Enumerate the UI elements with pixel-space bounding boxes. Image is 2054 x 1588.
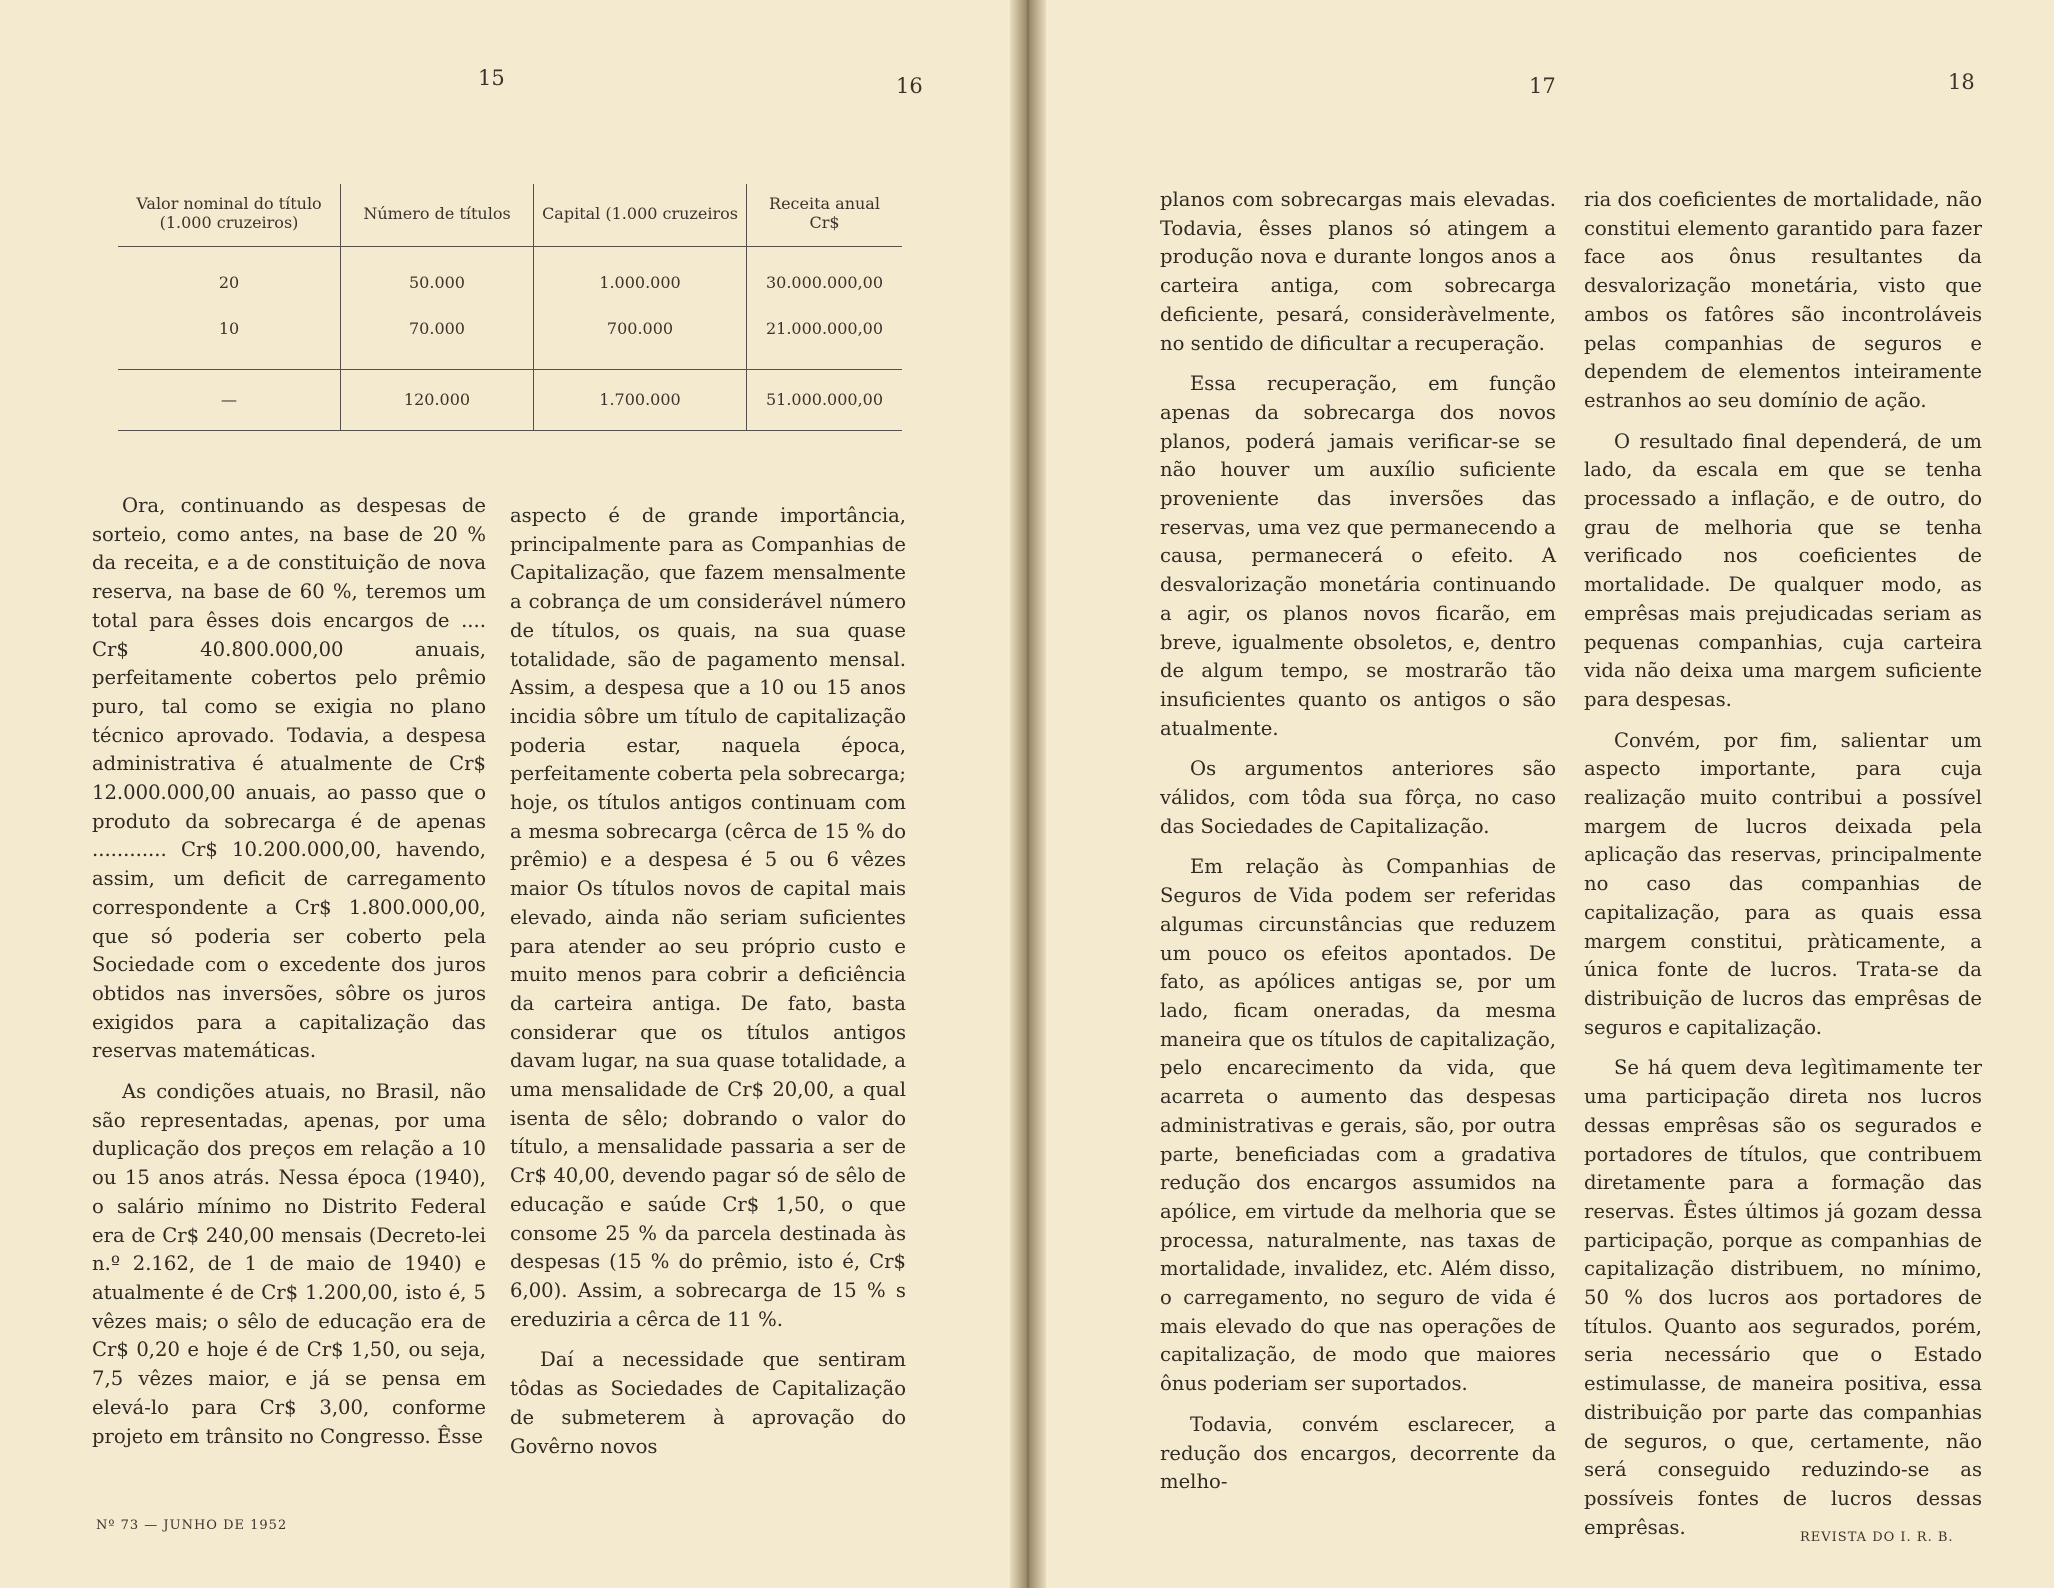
paragraph: planos com sobrecargas mais elevadas. Todavia, êsses planos só atingem a produção nova e durante longos anos a carteira antiga, com sobrecarga deficiente, pesará, consideràvelmente, no sentido de dificultar a recuperação.	[1160, 188, 1556, 355]
table-cell: 51.000.000,00	[747, 370, 903, 431]
table-row	[118, 247, 902, 304]
table-cell: 20	[218, 273, 240, 292]
paragraph: Se há quem deva legìtimamente ter uma participação direta nos lucros dessas emprêsas são os segurados e portadores de títulos, que contribuem diretamente para a formação das reservas. Êstes últimos já gozam dessa participação, porque as companhias de capitalização distribuem, no mínimo, 50 % dos lucros aos portadores de títulos. Quanto aos segurados, porém, seria necessário que o Estado estimulasse, de maneira positiva, essa distribuição por parte das companhias de seguros, o que, certamente, não será conseguido reduzindo-se as possíveis fontes de lucros dessas emprêsas.	[1584, 1056, 1982, 1539]
table-cell: 1.000.000	[534, 247, 747, 304]
page-number-15: 15	[478, 66, 505, 90]
text-column-page18	[1584, 186, 1982, 1554]
table-cell: —	[118, 370, 341, 431]
header-annual-revenue: Receita anual Cr$	[747, 184, 903, 247]
table-cell: 50.000	[341, 247, 534, 304]
paragraph: ria dos coeficientes de mortalidade, não constitui elemento garantido para fazer face aos ônus resultantes da desvalorização monetária, visto que ambos os fatôres são incontroláveis pelas companhias de seguros e dependem de elementos inteiramente estranhos ao seu domínio de ação.	[1584, 188, 1982, 412]
footer-journal: REVISTA DO I. R. B.	[1800, 1530, 1954, 1545]
book-gutter	[1010, 0, 1046, 1588]
paragraph: Convém, por fim, salientar um aspecto importante, para cuja realização muito contribui a possível margem de lucros deixada pela aplicação das reservas, principalmente no caso das companhias de capitalização, para as quais essa margem constitui, pràticamente, a única fonte de lucros. Trata-se da distribuição de lucros das emprêsas de seguros e capitalização.	[1584, 728, 1982, 1039]
footer-issue: Nº 73 — JUNHO DE 1952	[96, 1518, 288, 1533]
table-header-row	[118, 184, 902, 247]
page-number-16: 16	[896, 74, 923, 98]
table-cell: 1.700.000	[534, 370, 747, 431]
text-column-page17	[1160, 186, 1556, 1509]
paragraph: Em relação às Companhias de Seguros de Vida podem ser referidas algumas circunstâncias que reduzem um pouco os efeitos apontados. De fato, as apólices antigas se, por um lado, ficam oneradas, da mesma maneira que os títulos de capitalização, pelo encarecimento da vida, que acarreta o aumento das despesas administrativas e gerais, são, por outra parte, beneficiadas com a gradativa redução dos encargos assumidos na apólice, em virtude da melhoria que se processa, naturalmente, nas taxas de mortalidade, invalidez, etc. Além disso, o carregamento, no seguro de vida é mais elevado do que nas operações de capitalização, de modo que maiores ônus poderiam ser suportados.	[1160, 855, 1556, 1396]
paragraph: Os argumentos anteriores são válidos, com tôda sua fôrça, no caso das Sociedades de Capitalização.	[1160, 757, 1556, 838]
table-cell: 30.000.000,00	[747, 247, 903, 304]
table-cell: 700.000	[534, 303, 747, 370]
paragraph: aspecto é de grande importância, principalmente para as Companhias de Capitalização, que fazem mensalmente a cobrança de um considerável número de títulos, os quais, na sua quase totalidade, são de pagamento mensal. Assim, a despesa que a 10 ou 15 anos incidia sôbre um título de capitalização poderia estar, naquela época, perfeitamente coberta pela sobrecarga; hoje, os títulos antigos continuam com a mesma sobrecarga (cêrca de 15 % do prêmio) e a despesa é 5 ou 6 vêzes maior Os títulos novos de capital mais elevado, ainda não seriam suficientes para atender ao seu próprio custo e muito menos para cobrir a deficiência da carteira antiga. De fato, basta considerar que os títulos antigos davam lugar, na sua quase totalidade, a uma mensalidade de Cr$ 20,00, a qual isenta de sêlo; dobrando o valor do título, a mensalidade passaria a ser de Cr$ 40,00, devendo pagar só de sêlo de educação e saúde Cr$ 1,50, o que consome 25 % da parcela destinada às despesas (15 % do prêmio, isto é, Cr$ 6,00). Assim, a sobrecarga de 15 % s ereduziria a cêrca de 11 %.	[510, 504, 906, 1331]
text-column-page16	[510, 502, 906, 1473]
paragraph: As condições atuais, no Brasil, não são representadas, apenas, por uma duplicação dos preços em relação a 10 ou 15 anos atrás. Nessa época (1940), o salário mínimo no Distrito Federal era de Cr$ 240,00 mensais (Decreto-lei n.º 2.162, de 1 de maio de 1940) e atualmente é de Cr$ 1.200,00, isto é, 5 vêzes mais; o sêlo de educação era de Cr$ 0,20 e hoje é de Cr$ 1,50, ou seja, 7,5 vêzes maior, e já se pensa em elevá-lo para Cr$ 3,00, conforme projeto em trânsito no Congresso. Êsse	[92, 1080, 486, 1448]
table-total-row	[118, 370, 902, 431]
table-row	[118, 303, 902, 370]
titles-table	[118, 184, 902, 431]
header-number-of-titles: Número de títulos	[341, 184, 534, 247]
table-cell: 21.000.000,00	[747, 303, 903, 370]
table-cell: 120.000	[341, 370, 534, 431]
table-cell: 70.000	[341, 303, 534, 370]
page-number-18: 18	[1948, 70, 1975, 94]
paragraph: Daí a necessidade que sentiram tôdas as Sociedades de Capitalização de submeterem à aprovação do Govêrno novos	[510, 1348, 906, 1458]
page-number-17: 17	[1529, 74, 1556, 98]
header-capital: Capital (1.000 cruzeiros	[534, 184, 747, 247]
paragraph: Ora, continuando as despesas de sorteio, como antes, na base de 20 % da receita, e a de constituição de nova reserva, na base de 60 %, teremos um total para êsses dois encargos de .... Cr$ 40.800.000,00 anuais, perfeitamente cobertos pelo prêmio puro, tal como se exigia no plano técnico aprovado. Todavia, a despesa administrativa é atualmente de Cr$ 12.000.000,00 anuais, ao passo que o produto da sobrecarga é de apenas ............ Cr$ 10.200.000,00, havendo, assim, um deficit de carregamento correspondente a Cr$ 1.800.000,00, que só poderia ser coberto pela Sociedade com o excedente dos juros obtidos nas inversões, sôbre os juros exigidos para a capitalização das reservas matemáticas.	[92, 494, 486, 1063]
paragraph: O resultado final dependerá, de um lado, da escala em que se tenha processado a inflação, e de outro, do grau de melhoria que se tenha verificado nos coeficientes de mortalidade. De qualquer modo, as emprêsas mais prejudicadas seriam as pequenas companhias, cuja carteira vida não deixa uma margem suficiente para despesas.	[1584, 429, 1982, 711]
paragraph: Essa recuperação, em função apenas da sobrecarga dos novos planos, poderá jamais verificar-se se não houver um auxílio suficiente proveniente das inversões das reservas, uma vez que permanecendo a causa, permanecerá o efeito. A desvalorização monetária continuando a agir, os planos novos ficarão, em breve, igualmente obsoletos, e, dentro de algum tempo, se mostrarão tão insuficientes quanto os antigos o são atualmente.	[1160, 372, 1556, 740]
paragraph: Todavia, convém esclarecer, a redução dos encargos, decorrente da melho-	[1160, 1412, 1556, 1494]
header-nominal-value: Valor nominal do título (1.000 cruzeiros)	[118, 184, 341, 247]
table-cell: 10	[218, 319, 240, 338]
text-column-page15	[92, 492, 486, 1463]
